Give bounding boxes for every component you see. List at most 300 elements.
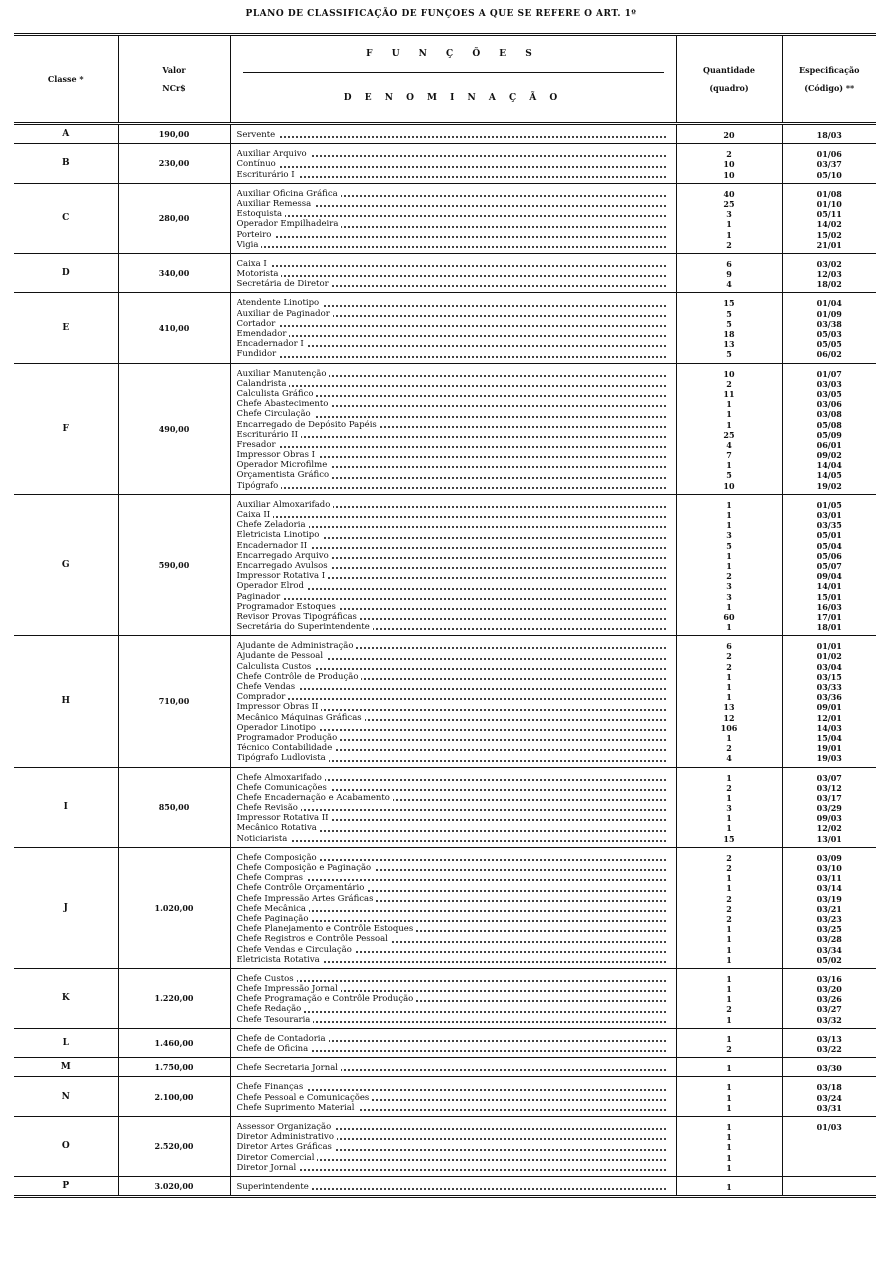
classification-table (14, 33, 876, 1198)
function-item: Encadernador II (237, 541, 666, 551)
function-list-cell (230, 968, 676, 1028)
code-item: 03/34 (816, 944, 842, 955)
quantity-item: 1 (726, 823, 732, 834)
quantity-item: 1 (726, 671, 732, 682)
code-item: 03/30 (816, 1063, 842, 1074)
quantity-item: 40 (723, 188, 735, 199)
code-item: 01/10 (816, 198, 842, 209)
quantity-list-cell (676, 124, 782, 144)
function-item: Revisor Provas Tipográficas (237, 612, 666, 622)
code-list-cell (782, 494, 876, 635)
code-list-cell (782, 253, 876, 293)
code-item: 18/01 (816, 622, 842, 633)
quantity-item: 1 (726, 460, 732, 471)
page-title: PLANO DE CLASSIFICAÇÃO DE FUNÇOES A QUE SE REFERE O ART. 1º (245, 9, 637, 19)
function-item: Mecânico Máquinas Gráficas (237, 713, 666, 723)
function-item: Motorista (237, 269, 666, 279)
table-row (14, 636, 876, 767)
code-item: 01/01 (816, 641, 842, 652)
value-cell: 1.220,00 (118, 968, 230, 1028)
code-item: 03/20 (816, 984, 842, 995)
quantity-item: 5 (726, 349, 732, 360)
code-item: 05/04 (816, 540, 842, 551)
function-item: Ajudante de Administração (237, 641, 666, 651)
quantity-item: 1 (726, 813, 732, 824)
code-item: 03/38 (816, 318, 842, 329)
class-cell: N (14, 1077, 118, 1117)
quantity-item: 1 (726, 560, 732, 571)
function-item: Fresador (237, 440, 666, 450)
quantity-item: 11 (723, 388, 735, 399)
class-cell: H (14, 636, 118, 767)
quantity-item: 2 (726, 782, 732, 793)
function-item: Secretária do Superintendente (237, 622, 666, 632)
function-item: Chefe Redação (237, 1004, 666, 1014)
quantity-list-cell (676, 847, 782, 968)
code-item: 05/09 (816, 429, 842, 440)
code-item: 03/37 (816, 159, 842, 170)
code-item: 05/07 (816, 560, 842, 571)
function-item: Paginador (237, 592, 666, 602)
quantity-item: 60 (723, 611, 735, 622)
code-item: 03/11 (816, 873, 842, 884)
code-item: 03/12 (816, 782, 842, 793)
function-item: Auxiliar Almoxarifado (237, 500, 666, 510)
code-list-cell (782, 847, 876, 968)
code-item (783, 1153, 877, 1163)
function-item: Programador Estoques (237, 602, 666, 612)
code-item: 03/05 (816, 388, 842, 399)
code-list-cell (782, 144, 876, 184)
quantity-item: 2 (726, 661, 732, 672)
code-item: 05/01 (816, 530, 842, 541)
quantity-item: 6 (726, 641, 732, 652)
code-list-cell (782, 767, 876, 847)
code-item: 03/04 (816, 661, 842, 672)
function-item: Impressor Rotativa II (237, 813, 666, 823)
quantity-item: 18 (723, 329, 735, 339)
function-item: Chefe Vendas e Circulação (237, 945, 666, 955)
code-item: 09/03 (816, 813, 842, 824)
code-item: 03/03 (816, 378, 842, 389)
quantity-item: 1 (726, 419, 732, 430)
code-item: 03/22 (816, 1044, 842, 1054)
table-row (14, 183, 876, 253)
code-item: 09/01 (816, 702, 842, 713)
table-row (14, 144, 876, 184)
quantity-item: 3 (726, 803, 732, 814)
function-item: Auxiliar Arquivo (237, 149, 666, 159)
quantity-item: 1 (726, 1014, 732, 1025)
code-item: 03/26 (816, 994, 842, 1005)
class-cell: F (14, 363, 118, 494)
quantity-item: 1 (726, 499, 732, 510)
code-item: 14/04 (816, 460, 842, 471)
function-item: Chefe Secretaria Jornal (237, 1063, 666, 1073)
class-cell: I (14, 767, 118, 847)
header-especificacao: Especificação (Código) ** (782, 35, 876, 124)
class-cell: B (14, 144, 118, 184)
quantity-item: 5 (726, 318, 732, 329)
function-item: Chefe Circulação (237, 409, 666, 419)
code-item: 05/10 (816, 169, 842, 180)
quantity-item: 2 (726, 1004, 732, 1015)
quantity-item: 1 (726, 622, 732, 633)
table-row (14, 1116, 876, 1176)
function-item: Auxiliar Manutenção (237, 369, 666, 379)
quantity-item: 1 (726, 973, 732, 984)
quantity-item: 1 (726, 1132, 732, 1143)
quantity-item: 4 (726, 439, 732, 450)
code-item: 12/01 (816, 712, 842, 723)
quantity-item: 1 (726, 792, 732, 803)
function-list-cell (230, 1058, 676, 1077)
class-cell: C (14, 183, 118, 253)
code-item (783, 1163, 877, 1173)
code-item: 13/01 (816, 833, 842, 844)
quantity-item: 1 (726, 772, 732, 783)
function-item: Chefe de Oficina (237, 1044, 666, 1054)
quantity-item: 1 (726, 1152, 732, 1163)
function-item: Fundidor (237, 349, 666, 359)
function-item: Ajudante de Pessoal (237, 651, 666, 661)
code-item: 03/27 (816, 1004, 842, 1015)
header-denominacao: D E N O M I N A Ç Ã O (343, 92, 563, 103)
quantity-item: 1 (726, 409, 732, 420)
function-item: Calculista Custos (237, 662, 666, 672)
function-item: Tipógrafo Ludlovista (237, 753, 666, 763)
code-item: 03/06 (816, 399, 842, 410)
table-row (14, 767, 876, 847)
code-item: 17/01 (816, 611, 842, 622)
class-cell: E (14, 293, 118, 363)
function-item: Programador Produção (237, 733, 666, 743)
table-row (14, 1077, 876, 1117)
quantity-item: 3 (726, 530, 732, 541)
function-item: Servente (237, 130, 666, 140)
quantity-item: 13 (723, 702, 735, 713)
function-item: Auxiliar Oficina Gráfica (237, 189, 666, 199)
function-item: Diretor Administrativo (237, 1132, 666, 1142)
quantity-item: 10 (723, 480, 735, 491)
code-item: 03/24 (816, 1092, 842, 1103)
quantity-item: 1 (726, 510, 732, 520)
code-item: 12/02 (816, 823, 842, 834)
table-row (14, 847, 876, 968)
quantity-item: 4 (726, 279, 732, 290)
quantity-item: 1 (726, 692, 732, 703)
class-cell: P (14, 1176, 118, 1196)
function-item: Auxiliar Remessa (237, 199, 666, 209)
function-item: Vigia (237, 240, 666, 250)
value-cell: 2.520,00 (118, 1116, 230, 1176)
quantity-item: 2 (726, 863, 732, 873)
quantity-item: 6 (726, 258, 732, 269)
code-item (783, 1132, 877, 1142)
quantity-item: 2 (726, 651, 732, 662)
quantity-list-cell (676, 767, 782, 847)
class-cell: O (14, 1116, 118, 1176)
table-row (14, 494, 876, 635)
function-item: Contínuo (237, 159, 666, 169)
function-list-cell (230, 1028, 676, 1057)
code-item: 05/11 (816, 209, 842, 220)
function-item: Operador Empilhadeira (237, 219, 666, 229)
quantity-item: 2 (726, 852, 732, 863)
function-item: Chefe Finanças (237, 1082, 666, 1092)
quantity-item: 3 (726, 591, 732, 602)
code-item: 05/05 (816, 339, 842, 350)
function-item: Chefe Impressão Jornal (237, 984, 666, 994)
function-item: Diretor Jornal (237, 1163, 666, 1173)
quantity-item: 9 (726, 269, 732, 280)
function-item: Escriturário II (237, 430, 666, 440)
code-item: 03/29 (816, 803, 842, 814)
code-item: 01/07 (816, 368, 842, 379)
quantity-item: 1 (726, 1033, 732, 1044)
quantity-item: 106 (720, 722, 738, 733)
function-item: Auxiliar de Paginador (237, 309, 666, 319)
quantity-list-cell (676, 253, 782, 293)
quantity-list-cell (676, 293, 782, 363)
function-item: Chefe Composição e Paginação (237, 863, 666, 873)
function-item: Encarregado Arquivo (237, 551, 666, 561)
table-row (14, 253, 876, 293)
function-list-cell (230, 293, 676, 363)
quantity-list-cell (676, 1028, 782, 1057)
code-item: 12/03 (816, 269, 842, 280)
code-item: 03/01 (816, 510, 842, 520)
header-classe: Classe * (14, 35, 118, 124)
quantity-item: 2 (726, 893, 732, 904)
quantity-item: 1 (726, 873, 732, 884)
code-item: 03/16 (816, 973, 842, 984)
code-list-cell (782, 636, 876, 767)
code-list-cell (782, 293, 876, 363)
quantity-item: 1 (726, 1121, 732, 1132)
function-item: Chefe Programação e Contrôle Produção (237, 994, 666, 1004)
code-item: 15/04 (816, 732, 842, 743)
value-cell: 190,00 (118, 124, 230, 144)
quantity-list-cell (676, 144, 782, 184)
code-item: 06/01 (816, 439, 842, 450)
code-item: 01/09 (816, 308, 842, 319)
table-row (14, 293, 876, 363)
function-list-cell (230, 636, 676, 767)
function-item: Eletricista Linotipo (237, 530, 666, 540)
value-cell: 1.460,00 (118, 1028, 230, 1057)
quantity-item: 1 (726, 682, 732, 692)
quantity-item: 7 (726, 450, 732, 461)
function-item: Chefe Zeladoria (237, 520, 666, 530)
code-item: 03/31 (816, 1102, 842, 1113)
code-item: 18/02 (816, 279, 842, 290)
function-item: Chefe Abastecimento (237, 399, 666, 409)
code-item: 03/14 (816, 883, 842, 894)
quantity-item: 4 (726, 753, 732, 764)
function-item: Impressor Obras II (237, 702, 666, 712)
quantity-item: 2 (726, 913, 732, 924)
function-item: Estoquista (237, 209, 666, 219)
value-cell: 280,00 (118, 183, 230, 253)
quantity-item: 2 (726, 1044, 732, 1054)
header-quantidade: Quantidade (quadro) (676, 35, 782, 124)
quantity-item: 2 (726, 903, 732, 914)
quantity-item: 25 (723, 198, 735, 209)
function-item: Chefe Paginação (237, 914, 666, 924)
quantity-item: 5 (726, 470, 732, 481)
class-cell: L (14, 1028, 118, 1057)
function-item: Chefe Mecânica (237, 904, 666, 914)
code-item: 09/04 (816, 571, 842, 582)
function-item: Chefe Tesouraria (237, 1015, 666, 1025)
function-list-cell (230, 144, 676, 184)
quantity-item: 3 (726, 581, 732, 592)
function-item: Orçamentista Gráfico (237, 470, 666, 480)
code-item: 03/15 (816, 671, 842, 682)
header-funcoes-title: F U N Ç Õ E S (243, 36, 664, 73)
function-item: Chefe Contrôle de Produção (237, 672, 666, 682)
value-cell: 850,00 (118, 767, 230, 847)
quantity-item: 10 (723, 159, 735, 170)
class-cell: A (14, 124, 118, 144)
quantity-item: 20 (723, 130, 735, 140)
function-item: Chefe Revisão (237, 803, 666, 813)
code-item: 19/03 (816, 753, 842, 764)
quantity-item: 1 (726, 732, 732, 743)
code-item: 21/01 (816, 239, 842, 250)
quantity-item: 1 (726, 1102, 732, 1113)
class-cell: K (14, 968, 118, 1028)
function-item: Secretária de Diretor (237, 279, 666, 289)
code-item: 19/01 (816, 743, 842, 754)
quantity-item: 1 (726, 550, 732, 561)
quantity-item: 1 (726, 1082, 732, 1093)
table-header-row (14, 35, 876, 124)
code-item: 01/08 (816, 188, 842, 199)
code-list-cell (782, 1028, 876, 1057)
code-item: 15/02 (816, 229, 842, 240)
class-cell: G (14, 494, 118, 635)
code-item: 03/18 (816, 1082, 842, 1093)
function-item: Chefe Pessoal e Comunicações (237, 1093, 666, 1103)
function-item: Chefe Compras (237, 873, 666, 883)
quantity-item: 1 (726, 601, 732, 612)
function-item: Técnico Contabilidade (237, 743, 666, 753)
function-list-cell (230, 1176, 676, 1196)
function-item: Noticiarista (237, 834, 666, 844)
quantity-list-cell (676, 1176, 782, 1196)
function-item: Operador Elrod (237, 581, 666, 591)
code-item: 03/28 (816, 934, 842, 945)
code-item: 09/02 (816, 450, 842, 461)
value-cell: 3.020,00 (118, 1176, 230, 1196)
quantity-item: 1 (726, 229, 732, 240)
quantity-item: 1 (726, 1181, 732, 1192)
quantity-list-cell (676, 363, 782, 494)
code-list-cell (782, 1116, 876, 1176)
quantity-list-cell (676, 1058, 782, 1077)
quantity-item: 1 (726, 1162, 732, 1173)
quantity-list-cell (676, 494, 782, 635)
quantity-item: 25 (723, 429, 735, 440)
quantity-item: 1 (726, 883, 732, 894)
function-item: Calculista Gráfico (237, 389, 666, 399)
quantity-item: 12 (723, 712, 735, 723)
quantity-item: 1 (726, 520, 732, 531)
code-item: 06/02 (816, 349, 842, 360)
function-list-cell (230, 124, 676, 144)
code-item: 01/03 (816, 1121, 842, 1132)
quantity-item: 10 (723, 169, 735, 180)
class-cell: M (14, 1058, 118, 1077)
code-item: 03/35 (816, 520, 842, 531)
header-valor: Valor NCr$ (118, 35, 230, 124)
function-list-cell (230, 363, 676, 494)
quantity-item: 10 (723, 368, 735, 379)
table-row (14, 1176, 876, 1196)
quantity-item: 1 (726, 944, 732, 955)
table-row (14, 1058, 876, 1077)
code-item (783, 1182, 877, 1192)
quantity-item: 3 (726, 209, 732, 220)
class-cell: J (14, 847, 118, 968)
code-item: 16/03 (816, 601, 842, 612)
code-item: 05/02 (816, 954, 842, 965)
function-item: Eletricista Rotativa (237, 955, 666, 965)
function-item: Encarregado Avulsos (237, 561, 666, 571)
code-item: 14/01 (816, 581, 842, 592)
function-item: Chefe Comunicações (237, 783, 666, 793)
quantity-list-cell (676, 1077, 782, 1117)
code-list-cell (782, 968, 876, 1028)
function-list-cell (230, 1116, 676, 1176)
value-cell: 340,00 (118, 253, 230, 293)
code-item: 05/06 (816, 550, 842, 561)
function-item: Calandrista (237, 379, 666, 389)
quantity-list-cell (676, 636, 782, 767)
function-list-cell (230, 767, 676, 847)
code-item: 03/02 (816, 258, 842, 269)
code-item: 03/25 (816, 924, 842, 935)
function-item: Chefe Planejamento e Contrôle Estoques (237, 924, 666, 934)
function-item: Encarregado de Depósito Papéis (237, 420, 666, 430)
table-row (14, 363, 876, 494)
function-item: Caixa II (237, 510, 666, 520)
function-item: Chefe Custos (237, 974, 666, 984)
code-item: 03/09 (816, 852, 842, 863)
quantity-item: 13 (723, 339, 735, 350)
quantity-item: 15 (723, 298, 735, 309)
code-item: 03/08 (816, 409, 842, 420)
function-item: Impressor Obras I (237, 450, 666, 460)
code-list-cell (782, 183, 876, 253)
code-item: 03/23 (816, 913, 842, 924)
value-cell: 710,00 (118, 636, 230, 767)
function-list-cell (230, 847, 676, 968)
value-cell: 490,00 (118, 363, 230, 494)
quantity-item: 5 (726, 540, 732, 551)
value-cell: 1.750,00 (118, 1058, 230, 1077)
function-item: Superintendente (237, 1182, 666, 1192)
quantity-item: 2 (726, 239, 732, 250)
value-cell: 2.100,00 (118, 1077, 230, 1117)
function-item: Chefe Almoxarifado (237, 773, 666, 783)
code-item: 03/32 (816, 1014, 842, 1025)
quantity-item: 15 (723, 833, 735, 844)
code-item: 19/02 (816, 480, 842, 491)
code-item: 03/19 (816, 893, 842, 904)
